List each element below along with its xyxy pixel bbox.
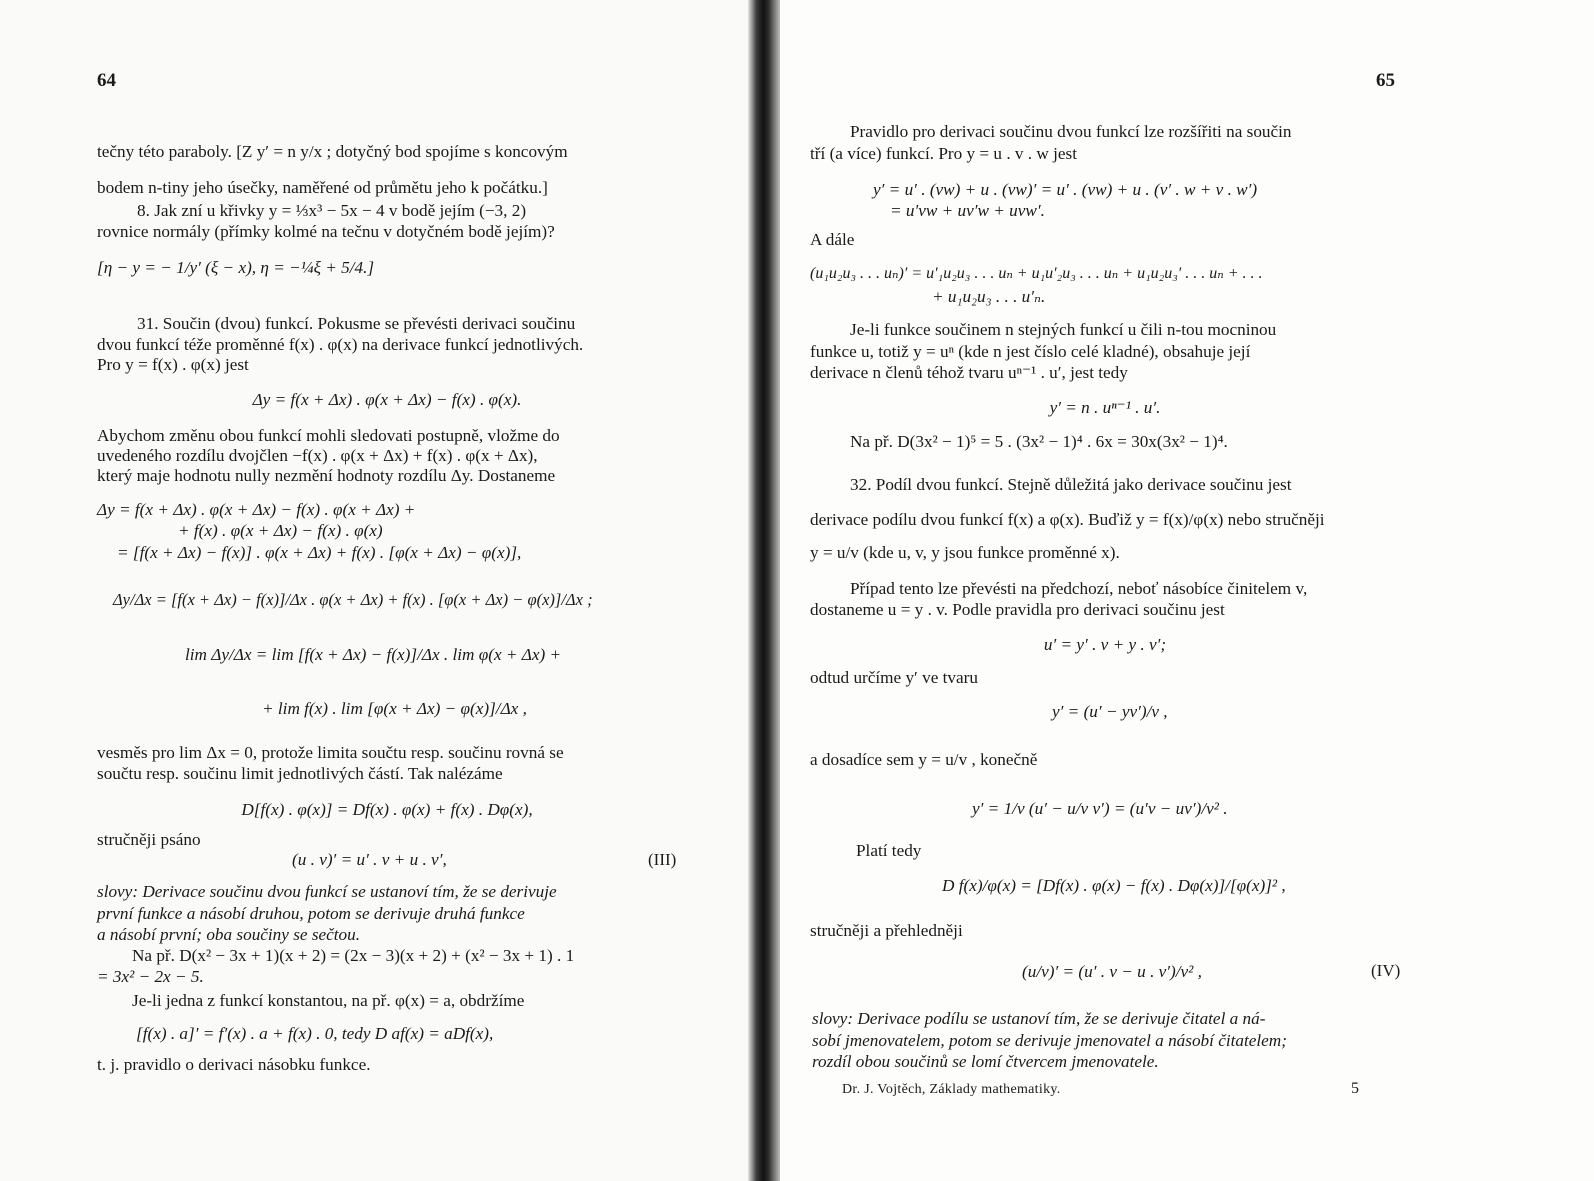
formula: (u . v)′ = u′ . v + u . v′,	[292, 850, 447, 869]
text-line: Případ tento lze převésti na předchozí, neboť násobíce činitelem v,	[850, 579, 1308, 598]
formula: Δy = f(x + Δx) . φ(x + Δx) − f(x) . φ(x + Δx) +	[97, 500, 416, 519]
formula: lim Δy/Δx = lim [f(x + Δx) − f(x)]/Δx . lim φ(x + Δx) +	[185, 645, 562, 664]
text-line: Na př. D(3x² − 1)⁵ = 5 . (3x² − 1)⁴ . 6x = 30x(3x² − 1)⁴.	[850, 432, 1228, 451]
text-line: Abychom změnu obou funkcí mohli sledovati postupně, vložme do	[97, 426, 560, 445]
text-line: slovy: Derivace podílu se ustanoví tím, že se derivuje čitatel a ná-	[812, 1009, 1266, 1028]
formula: + f(x) . φ(x + Δx) − f(x) . φ(x)	[178, 521, 383, 540]
formula: + u₁u₂u₃ . . . u′ₙ.	[932, 287, 1046, 306]
page-footer: Dr. J. Vojtěch, Základy mathematiky.	[842, 1082, 1061, 1097]
equation-number: (IV)	[1371, 961, 1401, 980]
formula: (u/v)′ = (u′ . v − u . v′)/v² ,	[1022, 962, 1202, 981]
formula: y′ = u′ . (vw) + u . (vw)′ = u′ . (vw) + u . (v′ . w + v . w′)	[873, 180, 1258, 199]
text-line: první funkce a násobí druhou, potom se derivuje druhá funkce	[97, 904, 525, 923]
text-line: uvedeného rozdílu dvojčlen −f(x) . φ(x + Δx) + f(x) . φ(x + Δx),	[97, 446, 538, 465]
text-line: slovy: Derivace součinu dvou funkcí se ustanoví tím, že se derivuje	[97, 882, 557, 901]
text-line: dvou funkcí téže proměnné f(x) . φ(x) na derivace funkcí jednotlivých.	[97, 335, 584, 354]
text-line: vesměs pro lim Δx = 0, protože limita součtu resp. součinu rovná se	[97, 743, 564, 762]
text-line: t. j. pravidlo o derivaci násobku funkce.	[97, 1055, 371, 1074]
text-line: a dosadíce sem y = u/v , konečně	[810, 750, 1038, 769]
text-line: sobí jmenovatelem, potom se derivuje jmenovatel a násobí čitatelem;	[812, 1031, 1287, 1050]
text-line: dostaneme u = y . v. Podle pravidla pro derivaci součinu jest	[810, 600, 1225, 619]
text-line: funkce u, totiž y = uⁿ (kde n jest číslo celé kladné), obsahuje její	[810, 342, 1251, 361]
text-line: Pravidlo pro derivaci součinu dvou funkcí lze rozšířiti na součin	[850, 122, 1292, 141]
formula: = [f(x + Δx) − f(x)] . φ(x + Δx) + f(x) . [φ(x + Δx) − φ(x)],	[117, 543, 522, 562]
text-line: rovnice normály (přímky kolmé na tečnu v dotyčném bodě jejím)?	[97, 222, 555, 241]
page-number-left: 64	[97, 70, 116, 91]
formula: Δy/Δx = [f(x + Δx) − f(x)]/Δx . φ(x + Δx) + f(x) . [φ(x + Δx) − φ(x)]/Δx ;	[113, 590, 593, 609]
text-line: Platí tedy	[856, 841, 922, 860]
text-line: který maje hodnotu nully nezmění hodnoty rozdílu Δy. Dostaneme	[97, 466, 556, 485]
section-heading-31: 31. Součin (dvou) funkcí. Pokusme se převésti derivaci součinu	[137, 314, 576, 333]
text-line: y = u/v (kde u, v, y jsou funkce proměnné x).	[810, 543, 1120, 562]
text-line: odtud určíme y′ ve tvaru	[810, 668, 978, 687]
formula: y′ = (u′ − yv′)/v ,	[1052, 702, 1168, 721]
formula: y′ = n . uⁿ⁻¹ . u′.	[1049, 398, 1161, 417]
formula: D f(x)/φ(x) = [Df(x) . φ(x) − f(x) . Dφ(x)]/[φ(x)]² ,	[942, 876, 1286, 895]
right-page	[780, 0, 1594, 1181]
formula: [η − y = − 1/y′ (ξ − x), η = −¼ξ + 5/4.]	[97, 258, 375, 277]
equation-number: (III)	[648, 850, 677, 869]
text-line: a násobí první; oba součiny se sečtou.	[97, 925, 361, 944]
page-number-right: 65	[1376, 70, 1395, 91]
text-line: stručněji a přehledněji	[810, 921, 963, 940]
text-line: Na př. D(x² − 3x + 1)(x + 2) = (2x − 3)(x + 2) + (x² − 3x + 1) . 1	[132, 946, 575, 965]
text-line: tečny této paraboly. [Z y′ = n y/x ; dotyčný bod spojíme s koncovým	[97, 142, 568, 161]
book-spine	[748, 0, 782, 1181]
text-line: derivace n členů téhož tvaru uⁿ⁻¹ . u′, jest tedy	[810, 363, 1128, 382]
text-line: stručněji psáno	[97, 830, 201, 849]
section-heading-32: 32. Podíl dvou funkcí. Stejně důležitá jako derivace součinu jest	[850, 475, 1292, 494]
sheet-number: 5	[1351, 1080, 1360, 1097]
formula: D[f(x) . φ(x)] = Df(x) . φ(x) + f(x) . Dφ(x),	[241, 800, 533, 819]
left-page	[0, 0, 760, 1181]
text-line: Je-li jedna z funkcí konstantou, na př. φ(x) = a, obdržíme	[132, 991, 525, 1010]
text-line: bodem n-tiny jeho úsečky, naměřené od průmětu jeho k počátku.]	[97, 178, 548, 197]
formula: = 3x² − 2x − 5.	[97, 967, 204, 986]
text-line: A dále	[810, 230, 855, 249]
formula: (u₁u₂u₃ . . . uₙ)′ = u′₁u₂u₃ . . . uₙ + u₁u′₂u₃ . . . uₙ + u₁u₂u₃′ . . . uₙ + . . .	[810, 265, 1263, 282]
formula: u′ = y′ . v + y . v′;	[1043, 635, 1167, 654]
text-line: rozdíl obou součinů se lomí čtvercem jmenovatele.	[812, 1052, 1159, 1071]
formula: + lim f(x) . lim [φ(x + Δx) − φ(x)]/Δx ,	[262, 699, 527, 718]
formula: y′ = 1/v (u′ − u/v v′) = (u′v − uv′)/v² .	[972, 799, 1228, 818]
formula: Δy = f(x + Δx) . φ(x + Δx) − f(x) . φ(x).	[252, 390, 522, 409]
text-line: součtu resp. součinu limit jednotlivých částí. Tak nalézáme	[97, 764, 503, 783]
text-line: derivace podílu dvou funkcí f(x) a φ(x). Buďiž y = f(x)/φ(x) nebo stručněji	[810, 510, 1325, 529]
text-line: Pro y = f(x) . φ(x) jest	[97, 355, 249, 374]
text-line: tří (a více) funkcí. Pro y = u . v . w jest	[810, 144, 1077, 163]
text-line: 8. Jak zní u křivky y = ⅓x³ − 5x − 4 v bodě jejím (−3, 2)	[137, 201, 527, 220]
formula: [f(x) . a]′ = f′(x) . a + f(x) . 0, tedy D af(x) = aDf(x),	[136, 1024, 494, 1043]
text-line: Je-li funkce součinem n stejných funkcí u čili n-tou mocninou	[850, 320, 1277, 339]
formula: = u′vw + uv′w + uvw′.	[890, 201, 1045, 220]
